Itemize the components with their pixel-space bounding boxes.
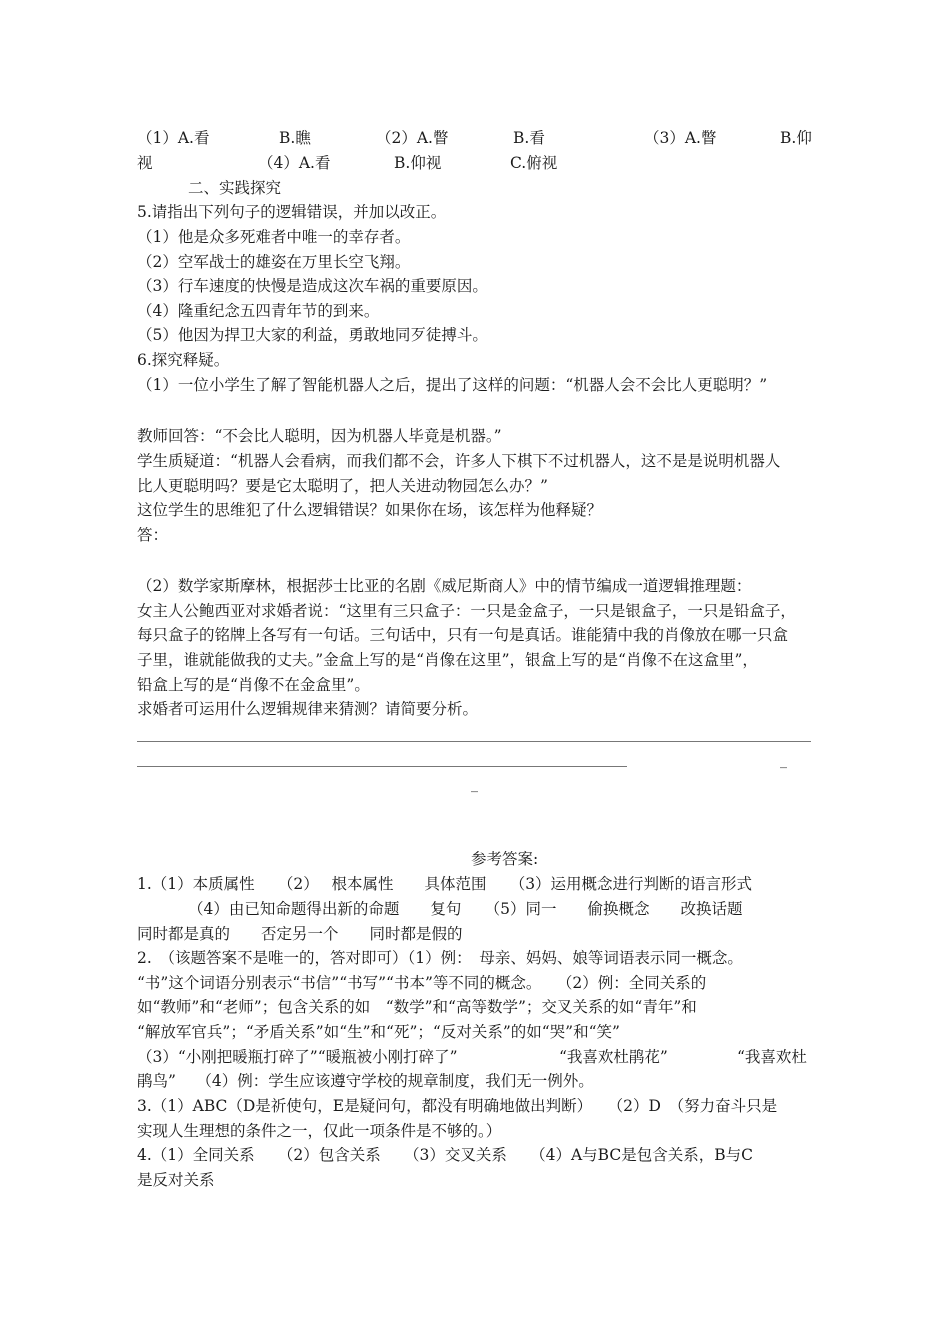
answer-1-line-3: 同时都是真的 否定另一个 同时都是假的 — [137, 925, 463, 943]
answer-2-line-4: “解放军官兵”；“矛盾关系”如“生”和“死”；“反对关系”的如“哭”和“笑” — [137, 1023, 620, 1041]
option-3a: （3）A.瞥 — [644, 129, 717, 147]
q5-title: 5.请指出下列句子的逻辑错误，并加以改正。 — [137, 203, 447, 221]
answer-line-1 — [137, 741, 811, 742]
answer-line-2 — [137, 766, 627, 767]
q5-item-5: （5）他因为捍卫大家的利益，勇敢地同歹徒搏斗。 — [137, 326, 488, 344]
answer-2-line-2: “书”这个词语分别表示“书信”“书写”“书本”等不同的概念。 （2）例：全同关系的 — [137, 974, 707, 992]
answer-3-line-1: 3.（1）ABC（D是祈使句，E是疑问句，都没有明确地做出判断） （2）D （努力奋斗只是 — [137, 1097, 778, 1115]
q6-p4: 这位学生的思维犯了什么逻辑错误？如果你在场，该怎样为他释疑？ — [137, 501, 603, 519]
q6-title: 6.探究释疑。 — [137, 351, 230, 369]
q6-p5: （2）数学家斯摩林，根据莎士比亚的名剧《威尼斯商人》中的情节编成一道逻辑推理题： — [137, 577, 752, 595]
q6-p2: 教师回答：“不会比人聪明，因为机器人毕竟是机器。” — [137, 427, 502, 445]
option-2a: （2）A.瞥 — [376, 129, 449, 147]
q6-p6b: 每只盒子的铭牌上各写有一句话。三句话中，只有一句是真话。谁能猜中我的肖像放在哪一只盒 — [137, 626, 789, 644]
q6-p6a: 女主人公鲍西亚对求婚者说：“这里有三只盒子：一只是金盒子，一只是银盒子，一只是铅盒子， — [137, 602, 796, 620]
answers-title: 参考答案: — [471, 850, 539, 868]
answer-2-line-5c: “我喜欢杜 — [737, 1048, 807, 1066]
answer-2-line-3: 如“教师”和“老师”；包含关系的如 “数学”和“高等数学”；交叉关系的如“青年”和 — [137, 998, 697, 1016]
answer-label: 答： — [137, 526, 169, 544]
option-3b: B.仰 — [780, 129, 812, 147]
answer-2-line-6: 鹃鸟” （4）例：学生应该遵守学校的规章制度，我们无一例外。 — [137, 1072, 594, 1090]
option-1b: B.瞧 — [279, 129, 311, 147]
option-4b: B.仰视 — [394, 154, 442, 172]
answer-1-line-2: （4）由已知命题得出新的命题 复句 （5）同一 偷换概念 改换话题 — [188, 900, 743, 918]
answer-2-line-1: 2. （该题答案不是唯一的，答对即可）（1）例： 母亲、妈妈、娘等词语表示同一概念。 — [137, 949, 743, 967]
answer-3-line-2: 实现人生理想的条件之一，仅此一项条件是不够的。） — [137, 1122, 502, 1140]
q5-item-1: （1）他是众多死难者中唯一的幸存者。 — [137, 228, 411, 246]
q6-p7: 求婚者可运用什么逻辑规律来猜测？请简要分析。 — [137, 700, 479, 718]
answer-4-line-1: 4.（1）全同关系 （2）包含关系 （3）交叉关系 （4）A与BC是包含关系，B与C — [137, 1146, 753, 1164]
q6-p3b: 比人更聪明吗？要是它太聪明了，把人关进动物园怎么办？” — [137, 477, 548, 495]
q6-p6d: 铅盒上写的是“肖像不在金盒里”。 — [137, 676, 370, 694]
answer-2-line-5: （3）“小刚把暖瓶打碎了”“暖瓶被小刚打碎了” — [137, 1048, 458, 1066]
option-1a: （1）A.看 — [137, 129, 210, 147]
answer-1-line-1: 1.（1）本质属性 （2） 根本属性 具体范围 （3）运用概念进行判断的语言形式 — [137, 875, 753, 893]
option-4c: C.俯视 — [510, 154, 558, 172]
q6-p6c: 子里，谁就能做我的丈夫。”金盒上写的是“肖像在这里”，银盒上写的是“肖像不在这盒里”， — [137, 651, 758, 669]
q5-item-4: （4）隆重纪念五四青年节的到来。 — [137, 302, 380, 320]
q6-p3a: 学生质疑道：“机器人会看病，而我们都不会，许多人下棋下不过机器人，这不是是说明机器人 — [137, 452, 781, 470]
option-3b-cont: 视 — [137, 154, 153, 172]
q5-item-2: （2）空军战士的雄姿在万里长空飞翔。 — [137, 253, 411, 271]
answer-dash-2: _ — [471, 777, 478, 793]
section-heading: 二、实践探究 — [188, 179, 282, 197]
option-4a: （4）A.看 — [258, 154, 331, 172]
answer-dash-1: _ — [780, 753, 787, 769]
answer-4-line-2: 是反对关系 — [137, 1171, 215, 1189]
option-2b: B.看 — [513, 129, 545, 147]
q5-item-3: （3）行车速度的快慢是造成这次车祸的重要原因。 — [137, 277, 488, 295]
answer-2-line-5b: “我喜欢杜鹃花” — [559, 1048, 668, 1066]
q6-p1: （1）一位小学生了解了智能机器人之后，提出了这样的问题：“机器人会不会比人更聪明？” — [137, 376, 768, 394]
